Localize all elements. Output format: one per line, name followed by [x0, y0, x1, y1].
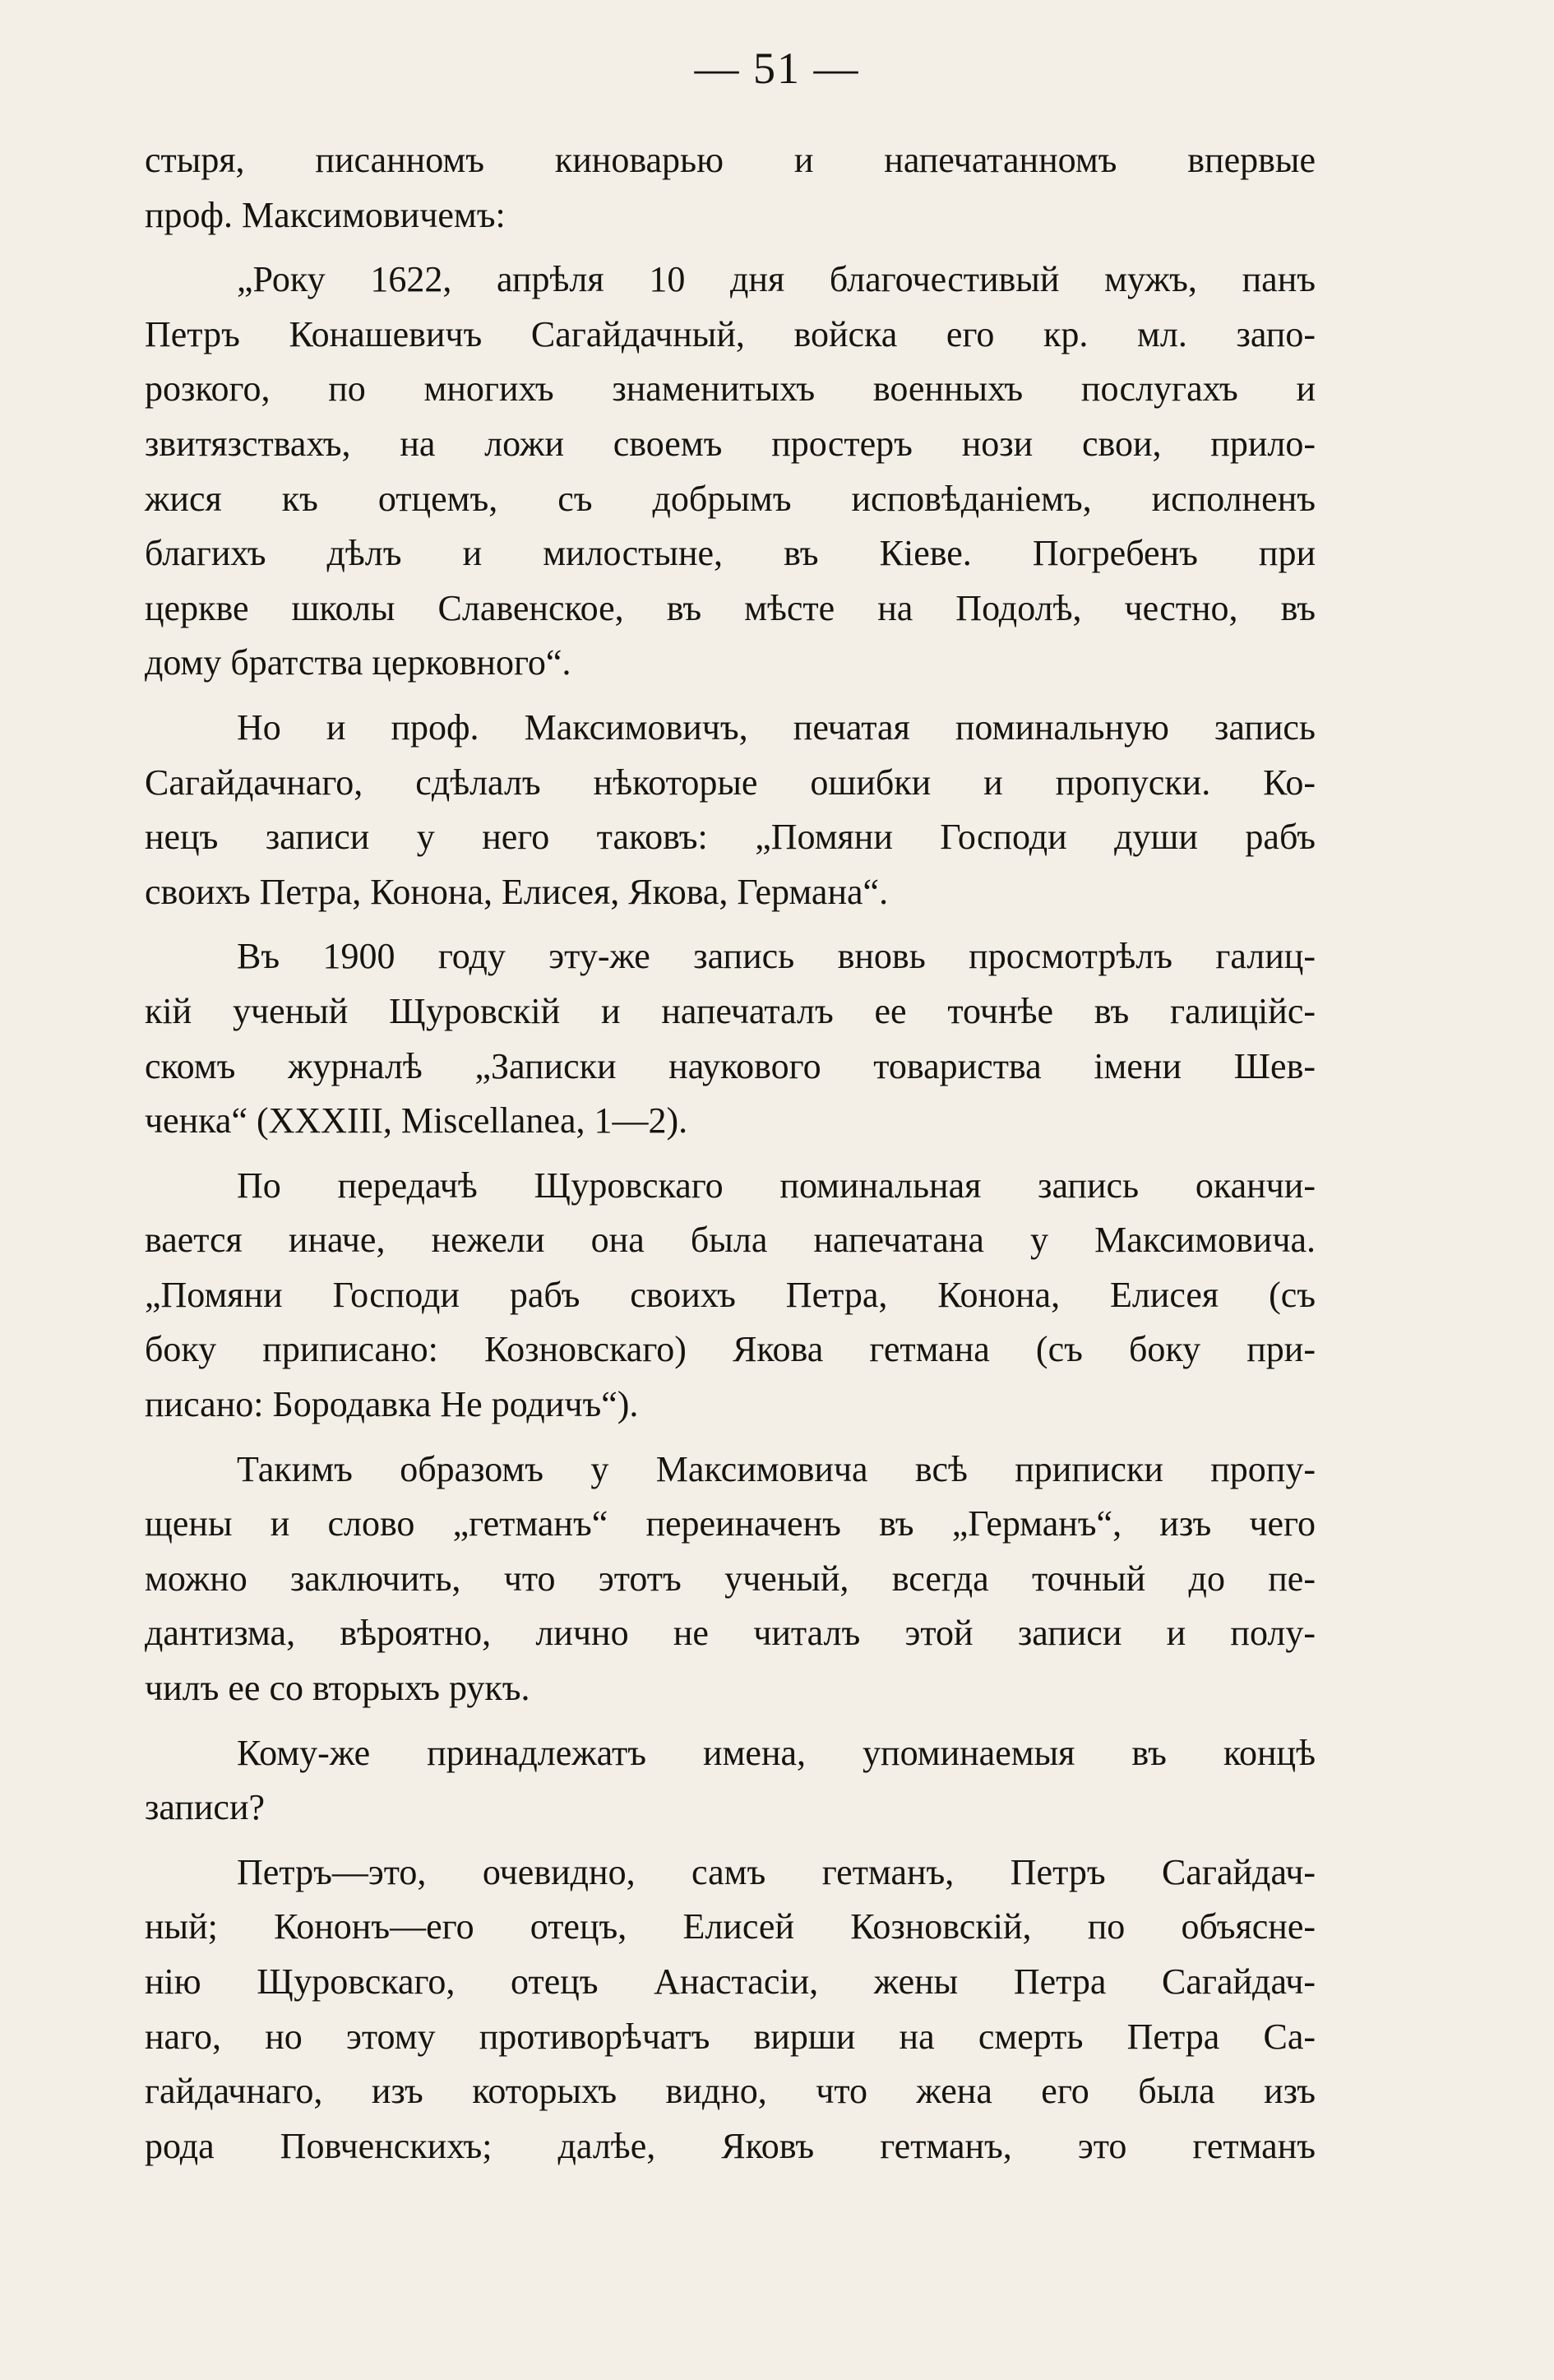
- paragraph: [145, 1442, 1316, 1716]
- text-line: благихъ дѣлъ и милостыне, въ Кіеве. Погребенъ при: [145, 533, 1316, 574]
- text-line: По передачѣ Щуровскаго поминальная запись оканчи-: [237, 1165, 1316, 1206]
- text-line: звитязствахъ, на ложи своемъ простеръ нози свои, прило-: [145, 423, 1316, 464]
- text-line: Кому-же принадлежатъ имена, упоминаемыя въ концѣ: [237, 1732, 1316, 1773]
- text-line: нецъ записи у него таковъ: „Помяни Господи души рабъ: [145, 817, 1316, 858]
- paragraph: [145, 1726, 1316, 1836]
- text-line: можно заключить, что этотъ ученый, всегда точный до пе-: [145, 1558, 1316, 1599]
- paragraph: [145, 1159, 1316, 1433]
- text-line: скомъ журналѣ „Записки наукового товариства імени Шев-: [145, 1045, 1316, 1086]
- text-line: „Помяни Господи рабъ своихъ Петра, Конона, Елисея (съ: [145, 1274, 1316, 1315]
- text-line: Такимъ образомъ у Максимовича всѣ приписки пропу-: [237, 1448, 1316, 1489]
- text-line: „Року 1622, апрѣля 10 дня благочестивый мужъ, панъ: [237, 259, 1316, 300]
- text-line: Но и проф. Максимовичъ, печатая поминальную запись: [237, 706, 1316, 748]
- paragraph: [145, 252, 1316, 691]
- text-line: щены и слово „гетманъ“ переиначенъ въ „Германъ“, изъ чего: [145, 1503, 1316, 1544]
- text-line: своихъ Петра, Конона, Елисея, Якова, Германа“.: [145, 871, 889, 912]
- text-line: проф. Максимовичемъ:: [145, 194, 506, 235]
- text-line: стыря, писанномъ киноварью и напечатанномъ впервые: [145, 140, 1316, 180]
- text-line: писано: Бородавка Не родичъ“).: [145, 1384, 639, 1425]
- text-line: боку приписано: Козновскаго) Якова гетмана (съ боку при-: [145, 1329, 1316, 1370]
- text-line: дому братства церковного“.: [145, 642, 571, 683]
- text-line: дантизма, вѣроятно, лично не читалъ этой записи и полу-: [145, 1613, 1316, 1654]
- text-line: ный; Кононъ—его отецъ, Елисей Козновскій, по объясне-: [145, 1906, 1316, 1947]
- text-line: Петръ Конашевичъ Сагайдачный, войска его кр. мл. запо-: [145, 313, 1316, 354]
- text-line: ченка“ (XXXIII, Miscellanea, 1—2).: [145, 1100, 688, 1141]
- text-line: вается иначе, нежели она была напечатана у Максимовича.: [145, 1220, 1316, 1261]
- text-line: рода Повченскихъ; далѣе, Яковъ гетманъ, это гетманъ: [145, 2125, 1316, 2166]
- paragraph: [145, 133, 1316, 243]
- paragraph: [145, 929, 1316, 1148]
- text-line: наго, но этому противорѣчатъ вирши на смерть Петра Са-: [145, 2016, 1316, 2057]
- text-line: Сагайдачнаго, сдѣлалъ нѣкоторые ошибки и пропуски. Ко-: [145, 762, 1316, 803]
- text-line: жися къ отцемъ, съ добрымъ исповѣданіемъ, исполненъ: [145, 478, 1316, 519]
- text-line: гайдачнаго, изъ которыхъ видно, что жена его была изъ: [145, 2071, 1316, 2112]
- text-line: чилъ ее со вторыхъ рукъ.: [145, 1668, 530, 1709]
- body-text: [145, 133, 1316, 2174]
- text-line: записи?: [145, 1787, 266, 1828]
- text-line: церкве школы Славенское, въ мѣсте на Подолѣ, честно, въ: [145, 587, 1316, 628]
- text-line: кій ученый Щуровскій и напечаталъ ее точнѣе въ галиційс-: [145, 990, 1316, 1031]
- text-line: нію Щуровскаго, отецъ Анастасіи, жены Петра Сагайдач-: [145, 1961, 1316, 2002]
- text-line: Петръ—это, очевидно, самъ гетманъ, Петръ Сагайдач-: [237, 1851, 1316, 1892]
- paragraph: [145, 701, 1316, 919]
- page-number: — 51 —: [694, 44, 860, 93]
- text-line: розкого, по многихъ знаменитыхъ военныхъ послугахъ и: [145, 368, 1316, 410]
- text-line: Въ 1900 году эту-же запись вновь просмотрѣлъ галиц-: [237, 936, 1316, 977]
- paragraph: [145, 1845, 1316, 2174]
